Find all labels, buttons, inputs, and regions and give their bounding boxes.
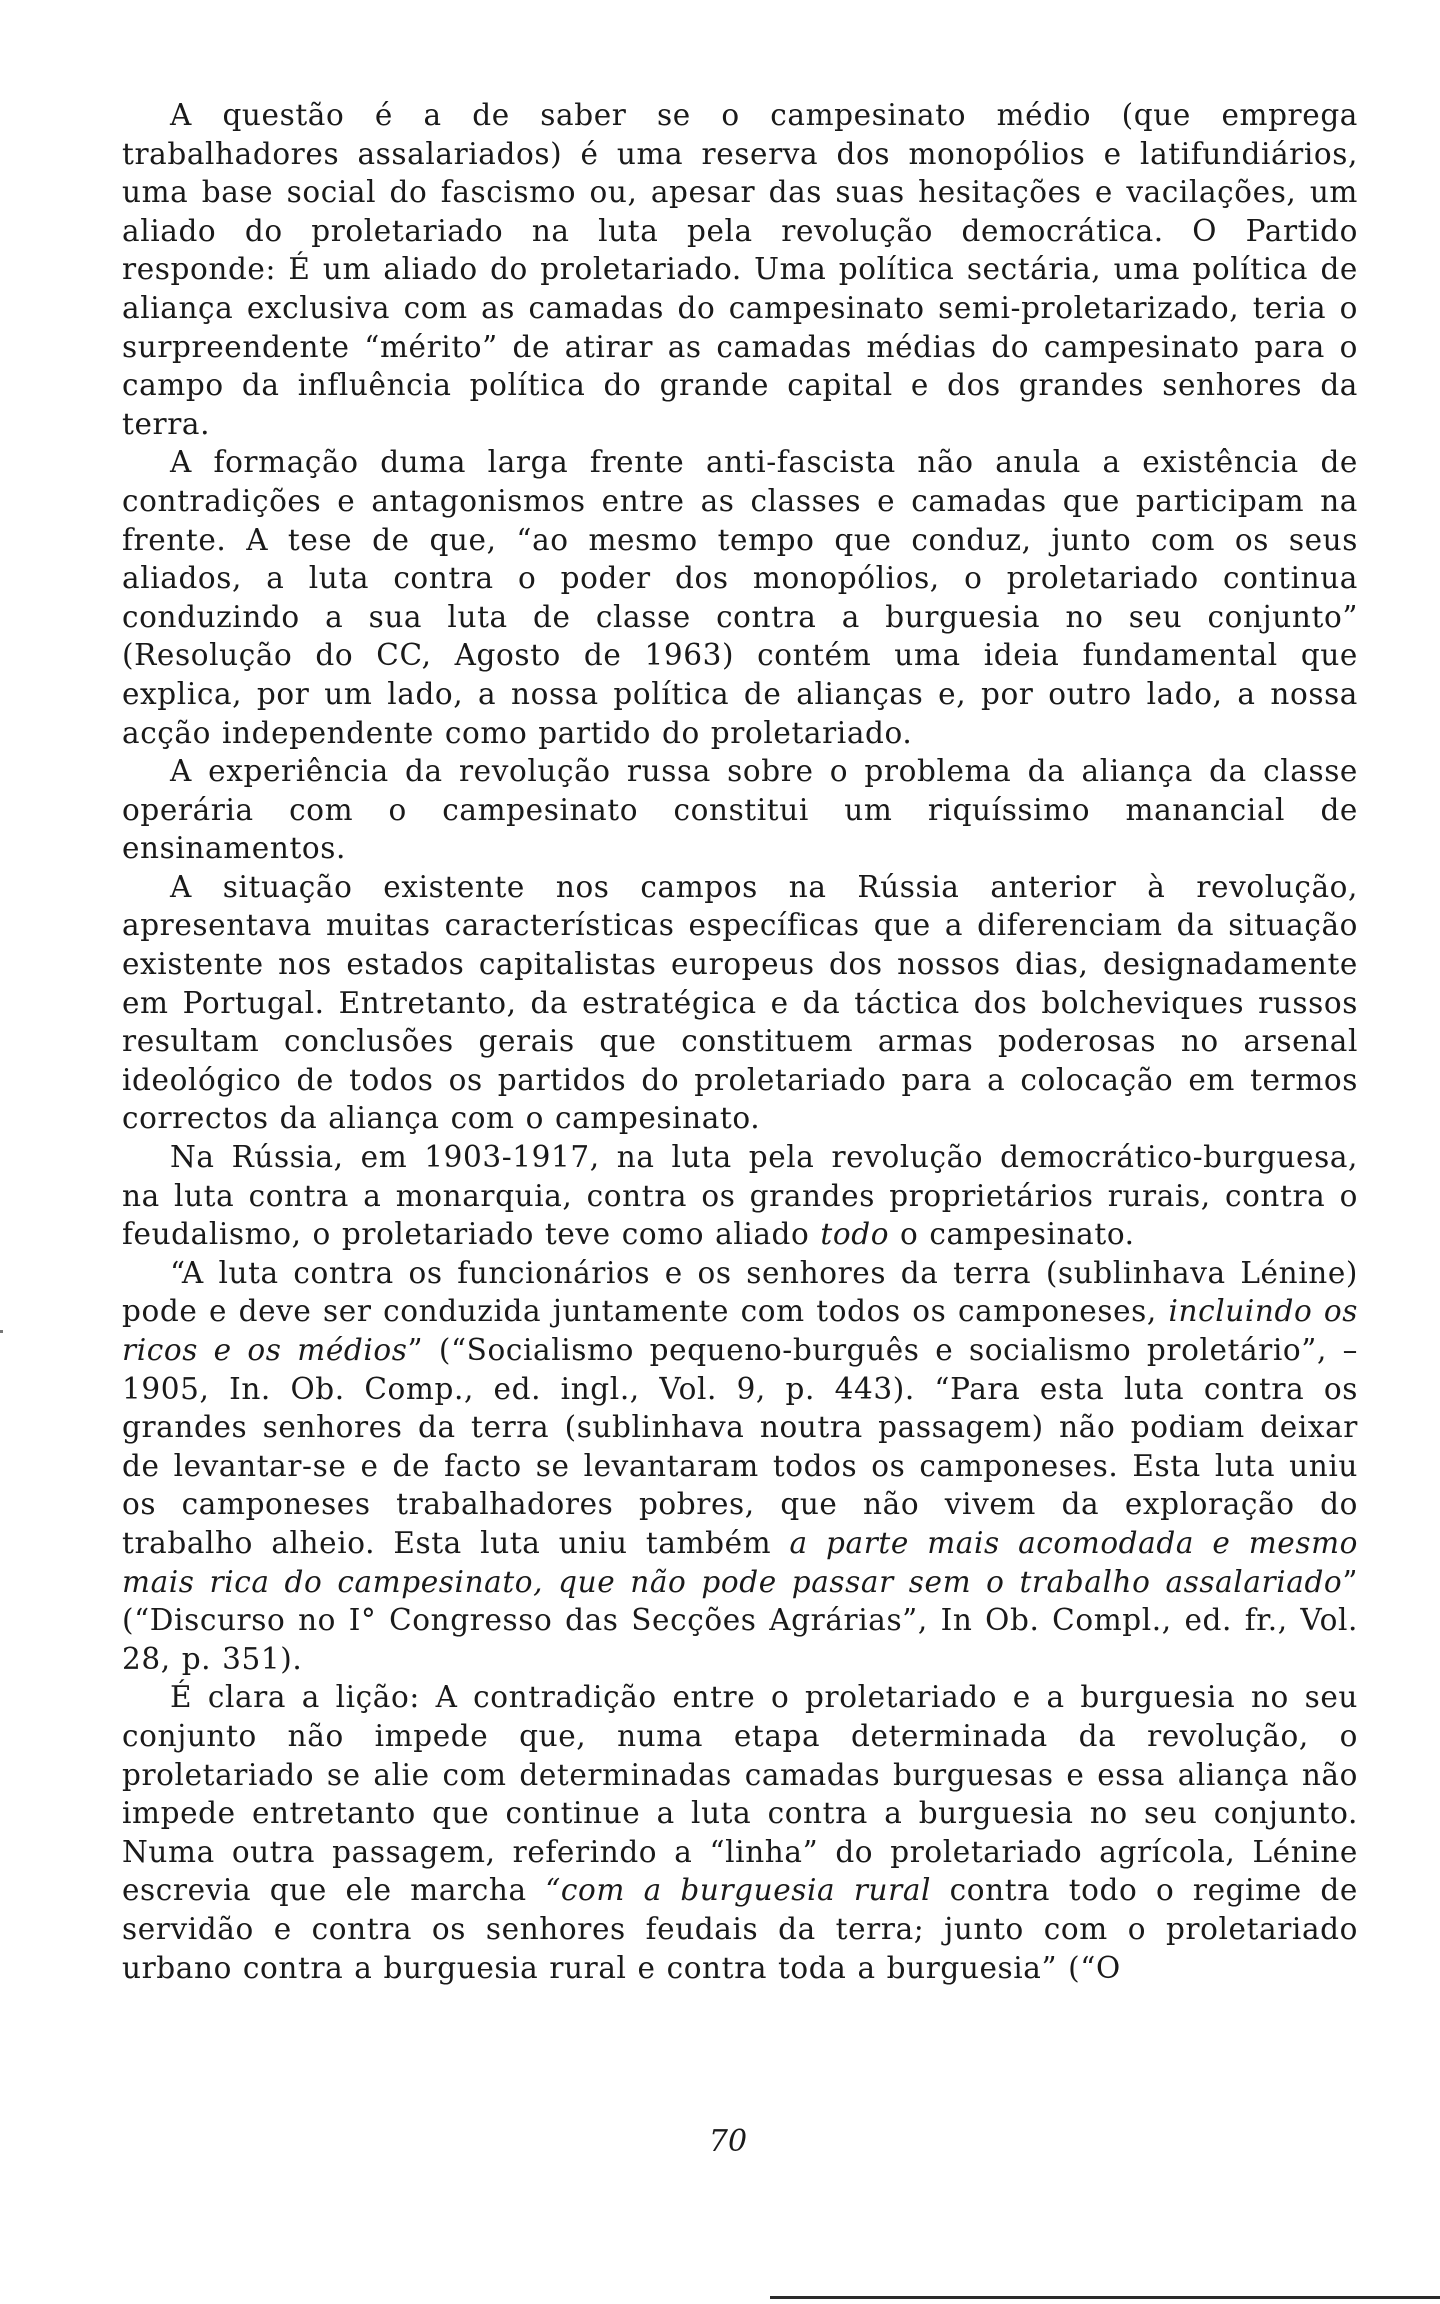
italic-text: “com a burguesia rural bbox=[545, 1873, 932, 1908]
text-run: A formação duma larga frente anti-fascista não anula a existência de contradições e antagonismos entre as classes e camadas que participam na frente. A tese de que, “ao mesmo tempo que conduz, junto com os seus aliados, a luta contra o poder dos monopólios, o proletariado continua conduzindo a sua luta de classe contra a burguesia no seu conjunto” (Resolução do CC, Agosto de 1963) contém uma ideia fundamental que explica, por um lado, a nossa política de alianças e, por outro lado, a nossa acção independente como partido do proletariado. bbox=[122, 445, 1358, 750]
text-run: contra todo o regime de servidão e contra os senhores feudais da terra; junto com o proletariado urbano contra a burguesia rural e contra toda a burguesia” (“O bbox=[122, 1873, 1358, 1985]
paragraph bbox=[122, 1678, 1358, 1987]
text-run: Na Rússia, em 1903-1917, na luta pela revolução democrático-burguesa, na luta contra a monarquia, contra os grandes proprietários rurais, contra o feudalismo, o proletariado teve como aliado bbox=[122, 1140, 1358, 1252]
text-run: A situação existente nos campos na Rússia anterior à revolução, apresentava muitas características específicas que a diferenciam da situação existente nos estados capitalistas europeus dos nossos dias, designadamente em Portugal. Entretanto, da estratégica e da táctica dos bolcheviques russos resultam conclusões gerais que constituem armas poderosas no arsenal ideológico de todos os partidos do proletariado para a colocação em termos correctos da aliança com o campesinato. bbox=[122, 869, 1358, 1136]
text-run: ” (“Discurso no I° Congresso das Secções Agrárias”, In Ob. Compl., ed. fr., Vol. 28, p. 351). bbox=[122, 1564, 1358, 1676]
paragraph bbox=[122, 1254, 1358, 1679]
bottom-rule bbox=[770, 2296, 1440, 2299]
text-run: o campesinato. bbox=[889, 1217, 1135, 1252]
italic-text: incluindo os ricos e os médios bbox=[122, 1294, 1358, 1367]
paragraph bbox=[122, 868, 1358, 1138]
paragraph bbox=[122, 443, 1358, 752]
text-run: “A luta contra os funcionários e os senhores da terra (sublinhava Lénine) pode e deve ser conduzida juntamente com todos os camponeses, bbox=[122, 1255, 1358, 1329]
text-run: ” (“Socialismo pequeno-burguês e socialismo proletário”, – 1905, In. Ob. Comp., ed. ingl., Vol. 9, p. 443). “Para esta luta contra os grandes senhores da terra (sublinhava noutra passagem) não podiam deixar de levantar-se e de facto se levantaram todos os camponeses. Esta luta uniu os camponeses trabalhadores pobres, que não vivem da exploração do trabalho alheio. Esta luta uniu também bbox=[122, 1333, 1358, 1560]
text-run: A experiência da revolução russa sobre o problema da aliança da classe operária com o campesinato constitui um riquíssimo manancial de ensinamentos. bbox=[122, 754, 1358, 866]
italic-text: a parte mais acomodada e mesmo mais rica do campesinato, que não pode passar sem o trabalho assalariado bbox=[122, 1525, 1358, 1599]
text-run: A questão é a de saber se o campesinato médio (que emprega trabalhadores assalariados) é uma reserva dos monopólios e latifundiários, uma base social do fascismo ou, apesar das suas hesitações e vacilações, um aliado do proletariado na luta pela revolução democrática. O Partido responde: É um aliado do proletariado. Uma política sectária, uma política de aliança exclusiva com as camadas do campesinato semi-proletarizado, teria o surpreendente “mérito” de atirar as camadas médias do campesinato para o campo da influência política do grande capital e dos grandes senhores da terra. bbox=[122, 98, 1358, 441]
scan-speck bbox=[0, 1330, 3, 1333]
text-run: É clara a lição: A contradição entre o proletariado e a burguesia no seu conjunto não impede que, numa etapa determinada da revolução, o proletariado se alie com determinadas camadas burguesas e essa aliança não impede entretanto que continue a luta contra a burguesia no seu conjunto. Numa outra passagem, referindo a “linha” do proletariado agrícola, Lénine escrevia que ele marcha bbox=[122, 1680, 1358, 1908]
page-number: 70 bbox=[708, 2124, 748, 2159]
body-text bbox=[122, 96, 1358, 1987]
paragraph bbox=[122, 1138, 1358, 1254]
paragraph bbox=[122, 96, 1358, 443]
paragraph bbox=[122, 752, 1358, 868]
italic-text: todo bbox=[820, 1217, 890, 1252]
